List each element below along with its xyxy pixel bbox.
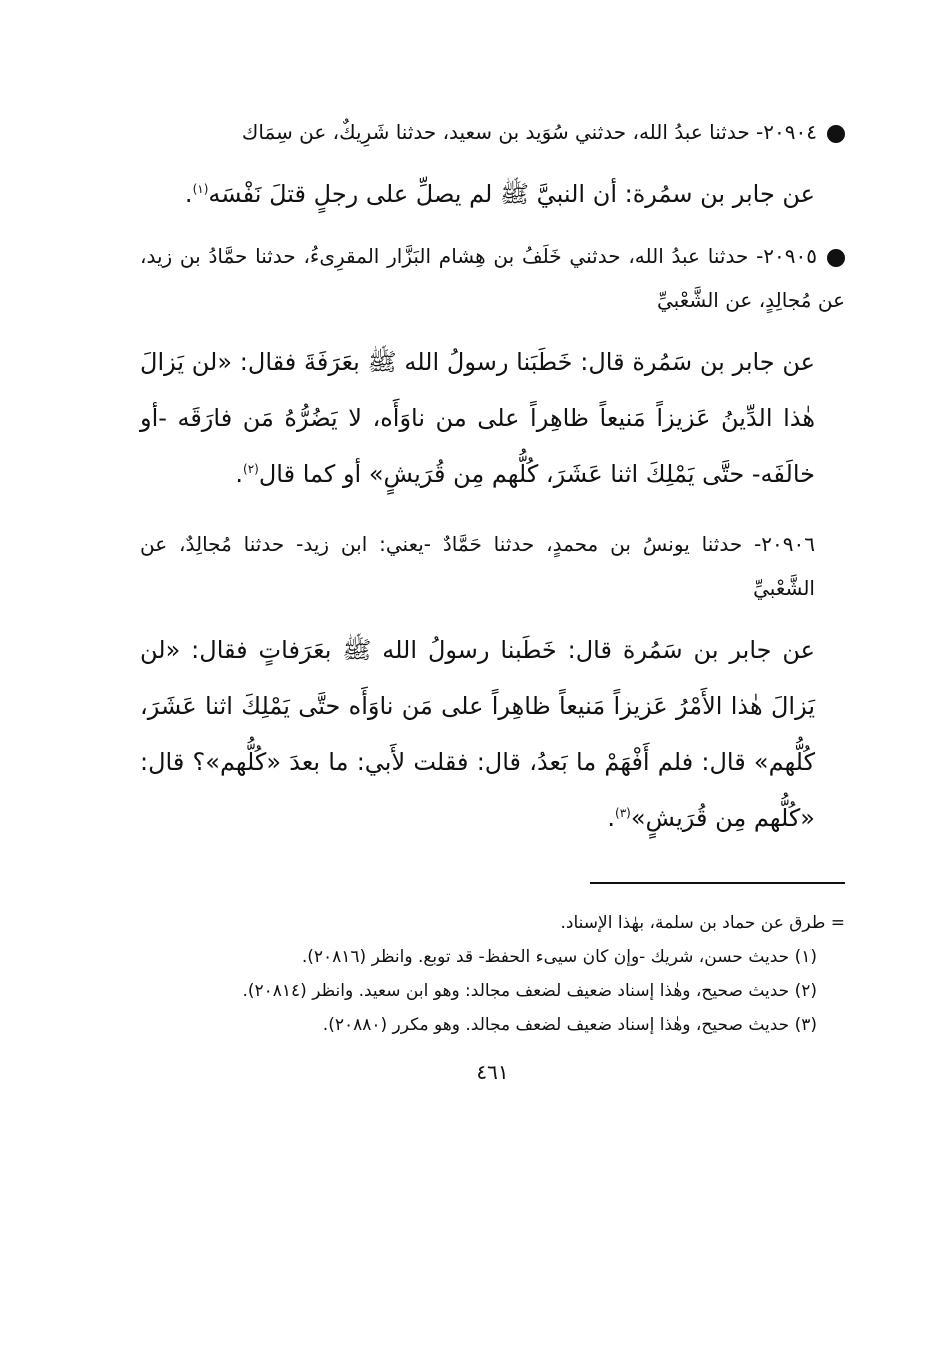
matn-text: عن جابر بن سَمُرة قال: خَطَبنا رسولُ الله ﷺ بعَرَفاتٍ فقال: «لن يَزالَ هٰذا الأَمْرُ عَزيزاً مَنيعاً ظاهِراً على مَن ناوَأَه حتَّى يَمْلِكَ اثنا عَشَرَ، كُلُّهم» قال: فلم أَفْهَمْ ما بَعدُ، قال: فقلت لأَبي: ما بعدَ «كُلُّهم»؟ قال: «كُلُّهم مِن قُرَيشٍ»: [140, 636, 815, 832]
page-number: ٤٦١: [476, 1060, 509, 1084]
isnad-text: ٢٠٩٠٤- حدثنا عبدُ الله، حدثني سُوَيد بن سعيد، حدثنا شَرِيكٌ، عن سِمَاك: [241, 120, 817, 144]
footnote-3: (٣) حديث صحيح، وهٰذا إسناد ضعيف لضعف مجالد. وهو مكرر (٢٠٨٨٠).: [322, 1015, 817, 1035]
matn-text: عن جابر بن سمُرة: أن النبيَّ ﷺ لم يصلِّ على رجلٍ قتلَ نَفْسَه: [208, 180, 815, 208]
footnote-continuation: = طرق عن حماد بن سلمة، بهٰذا الإسناد.: [560, 913, 845, 933]
bullet-icon: [827, 249, 845, 267]
footnote-separator: [140, 846, 845, 906]
footnote-ref[interactable]: (٣): [615, 806, 631, 820]
isnad-text: ٢٠٩٠٥- حدثنا عبدُ الله، حدثني خَلَفُ بن هِشام البَزَّار المقرِىءُ، حدثنا حمَّادُ بن زيد، عن مُجالِدٍ، عن الشَّعْبيِّ: [140, 244, 845, 312]
hadith-isnad: [140, 234, 845, 322]
hadith-matn: عن جابر بن سَمُرة قال: خَطَبَنا رسولُ الله ﷺ بعَرَفَةَ فقال: «لن يَزالَ هٰذا الدِّينُ عَزيزاً مَنيعاً ظاهِراً على من ناوَأَه، لا يَضُرُّهُ مَن فارَقَه -أو خالَفَه- حتَّى يَمْلِكَ اثنا عَشَرَ، كُلُّهم مِن قُرَيشٍ» أو كما قال$^{(٢)}$.: [140, 348, 815, 488]
hadith-matn: عن جابر بن سَمُرة قال: خَطَبنا رسولُ الله ﷺ بعَرَفاتٍ فقال: «لن يَزالَ هٰذا الأَمْرُ عَزيزاً مَنيعاً ظاهِراً على مَن ناوَأَه حتَّى يَمْلِكَ اثنا عَشَرَ، كُلُّهم» قال: فلم أَفْهَمْ ما بَعدُ، قال: فقلت لأَبي: ما بعدَ «كُلُّهم»؟ قال: «كُلُّهم مِن قُرَيشٍ»$^{(٣)}$.: [140, 636, 815, 832]
footnote-1: (١) حديث حسن، شريك -وإن كان سيىء الحفظ- قد توبع. وانظر (٢٠٨١٦).: [301, 947, 817, 967]
hadith-isnad: [140, 522, 845, 610]
document-page: [140, 110, 845, 1084]
bullet-icon: [827, 125, 845, 143]
footnote-ref[interactable]: (٢): [243, 462, 259, 476]
footnote-ref[interactable]: (١): [192, 182, 209, 196]
isnad-text: ٢٠٩٠٦- حدثنا يونسُ بن محمدٍ، حدثنا حَمَّادٌ -يعني: ابن زيد- حدثنا مُجالِدٌ، عن الشَّعْبيِّ: [140, 532, 815, 600]
hadith-matn: عن جابر بن سمُرة: أن النبيَّ ﷺ لم يصلِّ على رجلٍ قتلَ نَفْسَه$^{(١)}$.: [184, 180, 815, 208]
hadith-isnad: [140, 110, 845, 154]
footnote-2: (٢) حديث صحيح، وهٰذا إسناد ضعيف لضعف مجالد: وهو ابن سعيد. وانظر (٢٠٨١٤).: [242, 981, 817, 1001]
matn-text: عن جابر بن سَمُرة قال: خَطَبَنا رسولُ الله ﷺ بعَرَفَةَ فقال: «لن يَزالَ هٰذا الدِّينُ عَزيزاً مَنيعاً ظاهِراً على من ناوَأَه، لا يَضُرُّهُ مَن فارَقَه -أو خالَفَه- حتَّى يَمْلِكَ اثنا عَشَرَ، كُلُّهم مِن قُرَيشٍ» أو كما قال: [140, 348, 815, 488]
